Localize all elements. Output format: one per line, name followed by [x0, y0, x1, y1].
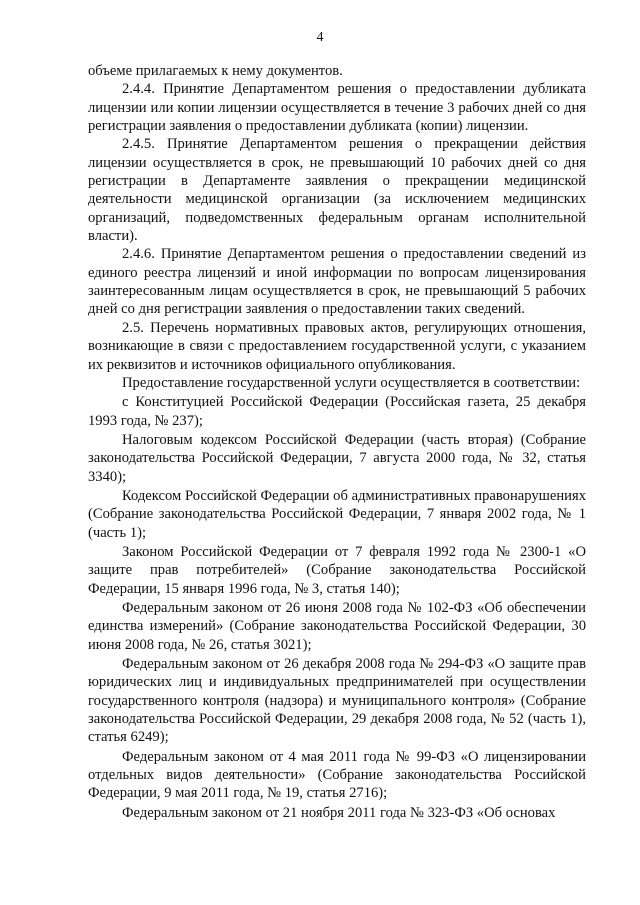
paragraph-consumer-protection-law: Законом Российской Федерации от 7 февраля 1992 года № 2300-1 «О защите прав потребителей» (Собрание законодательства Российской Федерации, 15 января 1996 года, № 3, статья 140);	[88, 543, 586, 597]
document-body	[88, 62, 586, 822]
paragraph-2-4-5: 2.4.5. Принятие Департаментом решения о прекращении действия лицензии осуществляется в срок, не превышающий 10 рабочих дней со дня регистрации в Департаменте заявления о прекращении медицинской деятельности медицинской организации (за исключением медицинских организаций, подведомственных федеральным органам исполнительной власти).	[88, 136, 586, 245]
page-number: 4	[316, 30, 324, 45]
paragraph-legal-basis: Предоставление государственной услуги осуществляется в соответствии:	[122, 374, 581, 391]
paragraph-tax-code: Налоговым кодексом Российской Федерации (часть вторая) (Собрание законодательства Российской Федерации, 7 августа 2000 года, № 32, статья 3340);	[88, 431, 586, 485]
paragraph-law-294-fz: Федеральным законом от 26 декабря 2008 года № 294-ФЗ «О защите прав юридических лиц и индивидуальных предпринимателей при осуществлении государственного контроля (надзора) и муниципального контроля» (Собрание законодательства Российской Федерации, 29 декабря 2008 года, № 52 (часть 1), статья 6249);	[88, 656, 586, 746]
paragraph-2-4-4: 2.4.4. Принятие Департаментом решения о предоставлении дубликата лицензии или копии лицензии осуществляется в течение 3 рабочих дней со дня регистрации заявления о предоставлении дубликата (копии) лицензии.	[88, 81, 586, 135]
paragraph-2-4-6: 2.4.6. Принятие Департаментом решения о предоставлении сведений из единого реестра лицензий и иной информации по вопросам лицензирования заинтересованным лицам осуществляется в срок, не превышающий 5 рабочих дней со дня регистрации заявления о предоставлении таких сведений.	[88, 246, 586, 318]
paragraph-law-102-fz: Федеральным законом от 26 июня 2008 года № 102-ФЗ «Об обеспечении единства измерений» (Собрание законодательства Российской Федерации, 30 июня 2008 года, № 26, статья 3021);	[88, 599, 586, 653]
paragraph-continuation: объеме прилагаемых к нему документов.	[88, 63, 343, 79]
paragraph-law-99-fz: Федеральным законом от 4 мая 2011 года № 99-ФЗ «О лицензировании отдельных видов деятельности» (Собрание законодательства Российской Федерации, 9 мая 2011 года, № 19, статья 2716);	[88, 748, 586, 802]
paragraph-constitution: с Конституцией Российской Федерации (Российская газета, 25 декабря 1993 года, № 237);	[88, 394, 586, 429]
paragraph-administrative-code: Кодексом Российской Федерации об административных правонарушениях (Собрание законодательства Российской Федерации, 7 января 2002 года, № 1 (часть 1);	[88, 487, 586, 541]
paragraph-law-323-fz: Федеральным законом от 21 ноября 2011 года № 323-ФЗ «Об основах	[122, 804, 556, 821]
paragraph-2-5: 2.5. Перечень нормативных правовых актов, регулирующих отношения, возникающие в связи с предоставлением государственной услуги, с указанием их реквизитов и источников официального опубликования.	[88, 319, 586, 373]
